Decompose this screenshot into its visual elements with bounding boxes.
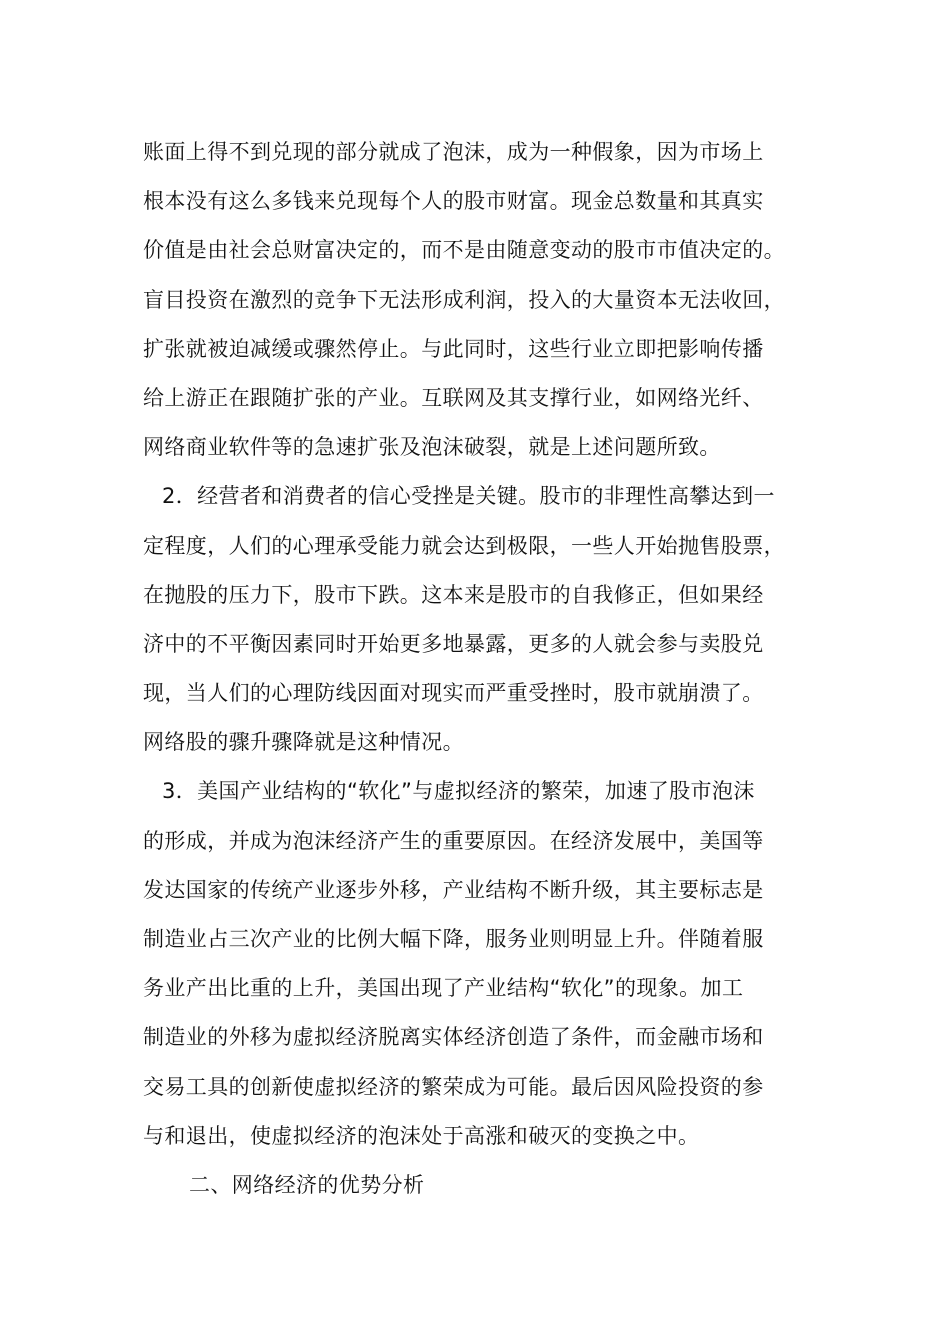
text-line: 的形成，并成为泡沫经济产生的重要原因。在经济发展中，美国等 <box>143 828 764 853</box>
text-line: 务业产出比重的上升，美国出现了产业结构“软化”的现象。加工 <box>143 976 744 1001</box>
text-line: 与和退出，使虚拟经济的泡沫处于高涨和破灭的变换之中。 <box>143 1123 700 1148</box>
numbered-paragraph-start: 3．美国产业结构的“软化”与虚拟经济的繁荣，加速了股市泡沫 <box>162 779 755 804</box>
text-line: 济中的不平衡因素同时开始更多地暴露，更多的人就会参与卖股兑 <box>143 631 764 656</box>
text-line: 网络商业软件等的急速扩张及泡沫破裂，就是上述问题所致。 <box>143 435 721 460</box>
text-line: 盲目投资在激烈的竞争下无法形成利润，投入的大量资本无法收回， <box>143 287 785 312</box>
text-line: 账面上得不到兑现的部分就成了泡沫，成为一种假象，因为市场上 <box>143 140 764 164</box>
text-line: 交易工具的创新使虚拟经济的繁荣成为可能。最后因风险投资的参 <box>143 1074 764 1099</box>
text-line: 扩张就被迫减缓或骤然停止。与此同时，这些行业立即把影响传播 <box>143 336 764 361</box>
section-heading: 二、网络经济的优势分析 <box>189 1172 425 1197</box>
text-line: 制造业占三次产业的比例大幅下降，服务业则明显上升。伴随着服 <box>143 927 764 951</box>
text-line: 根本没有这么多钱来兑现每个人的股市财富。现金总数量和其真实 <box>143 189 764 214</box>
text-line: 现，当人们的心理防线因面对现实而严重受挫时，股市就崩溃了。 <box>143 681 764 706</box>
text-line: 价值是由社会总财富决定的，而不是由随意变动的股市市值决定的。 <box>143 238 785 263</box>
text-line: 定程度，人们的心理承受能力就会达到极限，一些人开始抛售股票， <box>143 533 785 558</box>
text-line: 网络股的骤升骤降就是这种情况。 <box>143 730 464 755</box>
text-line: 发达国家的传统产业逐步外移，产业结构不断升级，其主要标志是 <box>143 877 764 902</box>
text-line: 在抛股的压力下，股市下跌。这本来是股市的自我修正，但如果经 <box>143 582 764 607</box>
numbered-paragraph-start: 2．经营者和消费者的信心受挫是关键。股市的非理性高攀达到一 <box>162 484 775 509</box>
text-line: 给上游正在跟随扩张的产业。互联网及其支撑行业，如网络光纤、 <box>143 385 764 410</box>
body-text <box>143 128 813 1210</box>
text-line: 制造业的外移为虚拟经济脱离实体经济创造了条件，而金融市场和 <box>143 1025 764 1050</box>
